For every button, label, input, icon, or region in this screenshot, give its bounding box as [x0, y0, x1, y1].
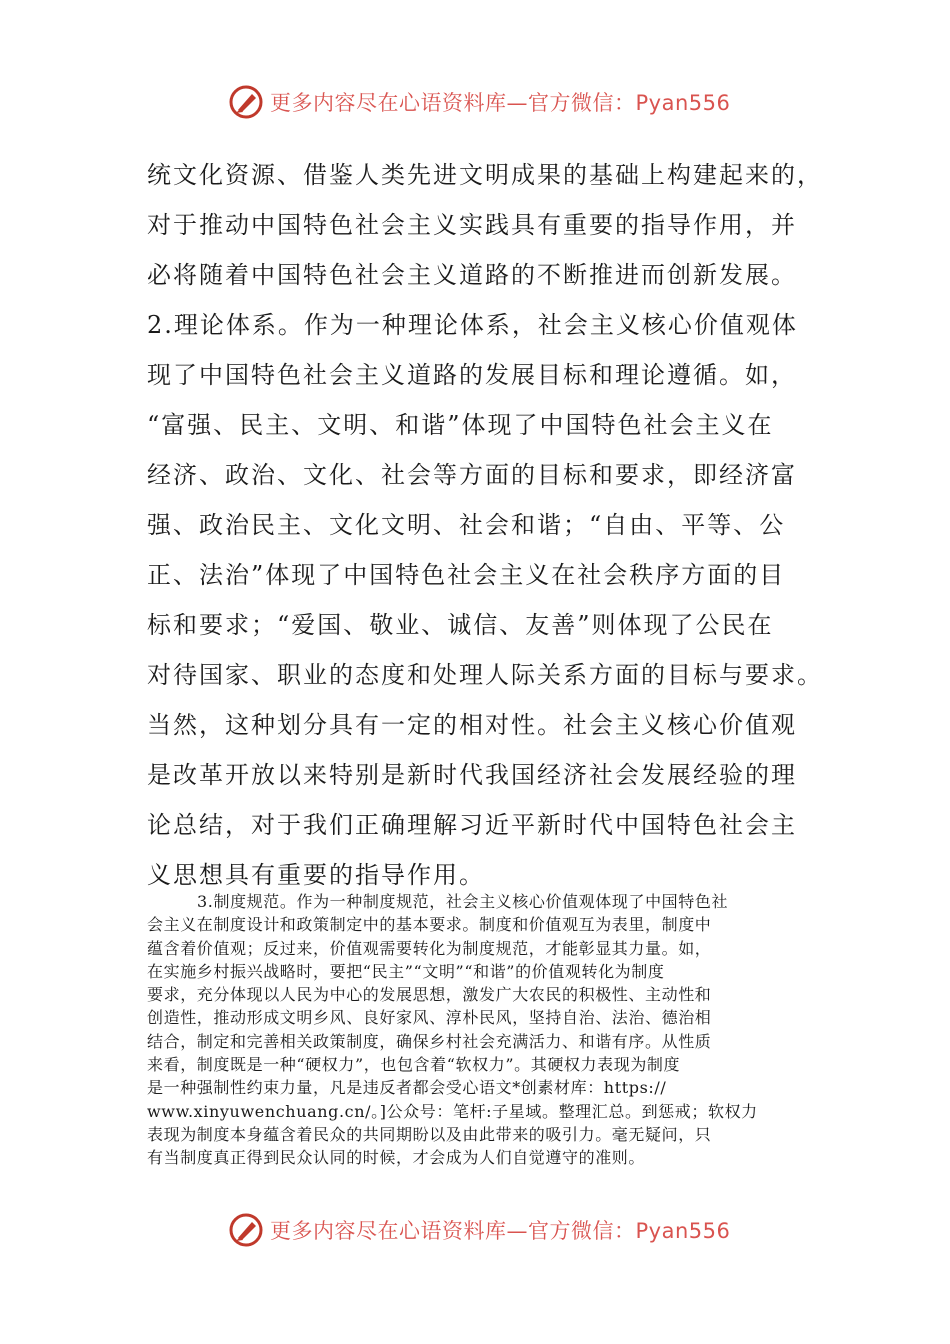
- header-banner: [228, 82, 748, 122]
- text-line: 会主义在制度设计和政策制定中的基本要求。制度和价值观互为表里，制度中: [147, 915, 712, 935]
- text-line: 在实施乡村振兴战略时，要把“民主”“文明”“和谐”的价值观转化为制度: [147, 961, 665, 981]
- text-line: 经济、政治、文化、社会等方面的目标和要求，即经济富: [147, 461, 797, 489]
- banner-text: 更多内容尽在心语资料库—官方微信：Pyan556: [270, 91, 731, 115]
- text-line: 表现为制度本身蕴含着民众的共同期盼以及由此带来的吸引力。毫无疑问，只: [147, 1124, 712, 1144]
- text-line: 是一种强制性约束力量，凡是违反者都会受心语文*创素材库：https://: [147, 1078, 667, 1098]
- footer-banner: [228, 1210, 748, 1250]
- text-line: 对于推动中国特色社会主义实践具有重要的指导作用，并: [147, 211, 797, 239]
- text-line: 义思想具有重要的指导作用。: [147, 861, 485, 889]
- text-line: 蕴含着价值观；反过来，价值观需要转化为制度规范，才能彰显其力量。如，: [147, 938, 712, 958]
- text-line: 是改革开放以来特别是新时代我国经济社会发展经验的理: [147, 761, 797, 789]
- text-line: 创造性，推动形成文明乡风、良好家风、淳朴民风，坚持自治、法治、德治相: [147, 1008, 712, 1028]
- banner-text: 更多内容尽在心语资料库—官方微信：Pyan556: [270, 1219, 731, 1243]
- text-line: 当然，这种划分具有一定的相对性。社会主义核心价值观: [147, 711, 797, 739]
- text-line: 论总结，对于我们正确理解习近平新时代中国特色社会主: [147, 811, 797, 839]
- main-paragraph: [147, 150, 823, 900]
- text-line: 结合，制定和完善相关政策制度，确保乡村社会充满活力、和谐有序。从性质: [147, 1031, 712, 1051]
- text-line: 要求，充分体现以人民为中心的发展思想，激发广大农民的积极性、主动性和: [147, 985, 712, 1005]
- text-line: 统文化资源、借鉴人类先进文明成果的基础上构建起来的，: [147, 161, 823, 189]
- text-line: 来看，制度既是一种“硬权力”，也包含着“软权力”。其硬权力表现为制度: [147, 1055, 681, 1075]
- pen-nib-logo-icon: [228, 84, 264, 120]
- text-line: 现了中国特色社会主义道路的发展目标和理论遵循。如，: [147, 361, 797, 389]
- text-line: 必将随着中国特色社会主义道路的不断推进而创新发展。: [147, 261, 797, 289]
- text-line: www.xinyuwenchuang.cn/。]公众号：笔杆:子星域。整理汇总。到惩戒；软权力: [147, 1101, 758, 1121]
- text-line: 标和要求；“爱国、敬业、诚信、友善”则体现了公民在: [147, 611, 774, 639]
- secondary-paragraph: [147, 890, 807, 1170]
- text-line: 对待国家、职业的态度和处理人际关系方面的目标与要求。: [147, 661, 823, 689]
- text-line: 2.理论体系。作为一种理论体系，社会主义核心价值观体: [147, 311, 798, 339]
- text-line: 3.制度规范。作为一种制度规范，社会主义核心价值观体现了中国特色社: [197, 892, 729, 911]
- text-line: 有当制度真正得到民众认同的时候，才会成为人们自觉遵守的准则。: [147, 1148, 646, 1168]
- text-line: 正、法治”体现了中国特色社会主义在社会秩序方面的目: [147, 561, 786, 589]
- pen-nib-logo-icon: [228, 1212, 264, 1248]
- text-line: “富强、民主、文明、和谐”体现了中国特色社会主义在: [147, 411, 774, 439]
- text-line: 强、政治民主、文化文明、社会和谐；“自由、平等、公: [147, 511, 786, 539]
